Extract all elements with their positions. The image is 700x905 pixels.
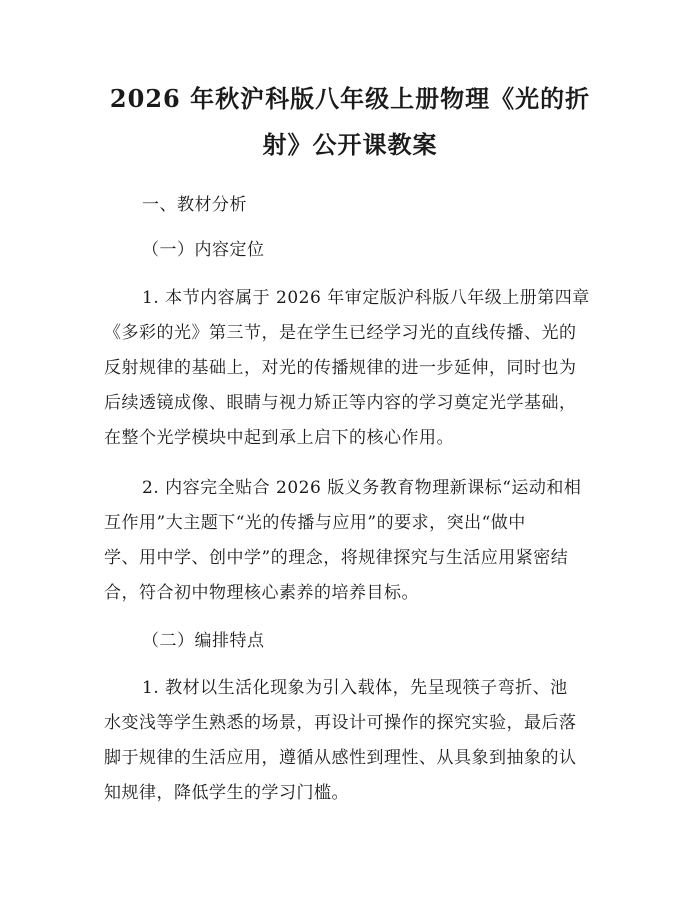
subsection-heading-content-positioning: （一）内容定位 — [142, 240, 265, 260]
paragraph-line: 1. 本节内容属于 2026 年审定版沪科版八年级上册第四章 — [142, 288, 590, 308]
paragraph-line: 合，符合初中物理核心素养的培养目标。 — [104, 583, 419, 603]
paragraph-line: 2. 内容完全贴合 2026 版义务教育物理新课标“运动和相 — [142, 478, 582, 498]
paragraph-line: 学、用中学、创中学”的理念，将规律探究与生活应用紧密结 — [104, 548, 569, 568]
paragraph-line: 在整个光学模块中起到承上启下的核心作用。 — [104, 428, 454, 448]
paragraph-line: 后续透镜成像、眼睛与视力矫正等内容的学习奠定光学基础， — [104, 393, 577, 413]
paragraph-line: 互作用”大主题下“光的传播与应用”的要求，突出“做中 — [104, 513, 526, 533]
paragraph-line: 1. 教材以生活化现象为引入载体，先呈现筷子弯折、池 — [142, 678, 568, 698]
document-title-line-1: 2026 年秋沪科版八年级上册物理《光的折 — [109, 84, 591, 113]
document-title-line-2: 射》公开课教案 — [262, 130, 438, 159]
paragraph-line: 反射规律的基础上，对光的传播规律的进一步延伸，同时也为 — [104, 358, 577, 378]
subsection-heading-layout-features: （二）编排特点 — [142, 631, 265, 651]
paragraph-line: 知规律，降低学生的学习门槛。 — [104, 783, 349, 803]
paragraph-line: 脚于规律的生活应用，遵循从感性到理性、从具象到抽象的认 — [104, 748, 577, 768]
paragraph-line: 水变浅等学生熟悉的场景，再设计可操作的探究实验，最后落 — [104, 713, 577, 733]
section-heading-textbook-analysis: 一、教材分析 — [142, 195, 247, 215]
paragraph-line: 《多彩的光》第三节，是在学生已经学习光的直线传播、光的 — [104, 323, 577, 343]
